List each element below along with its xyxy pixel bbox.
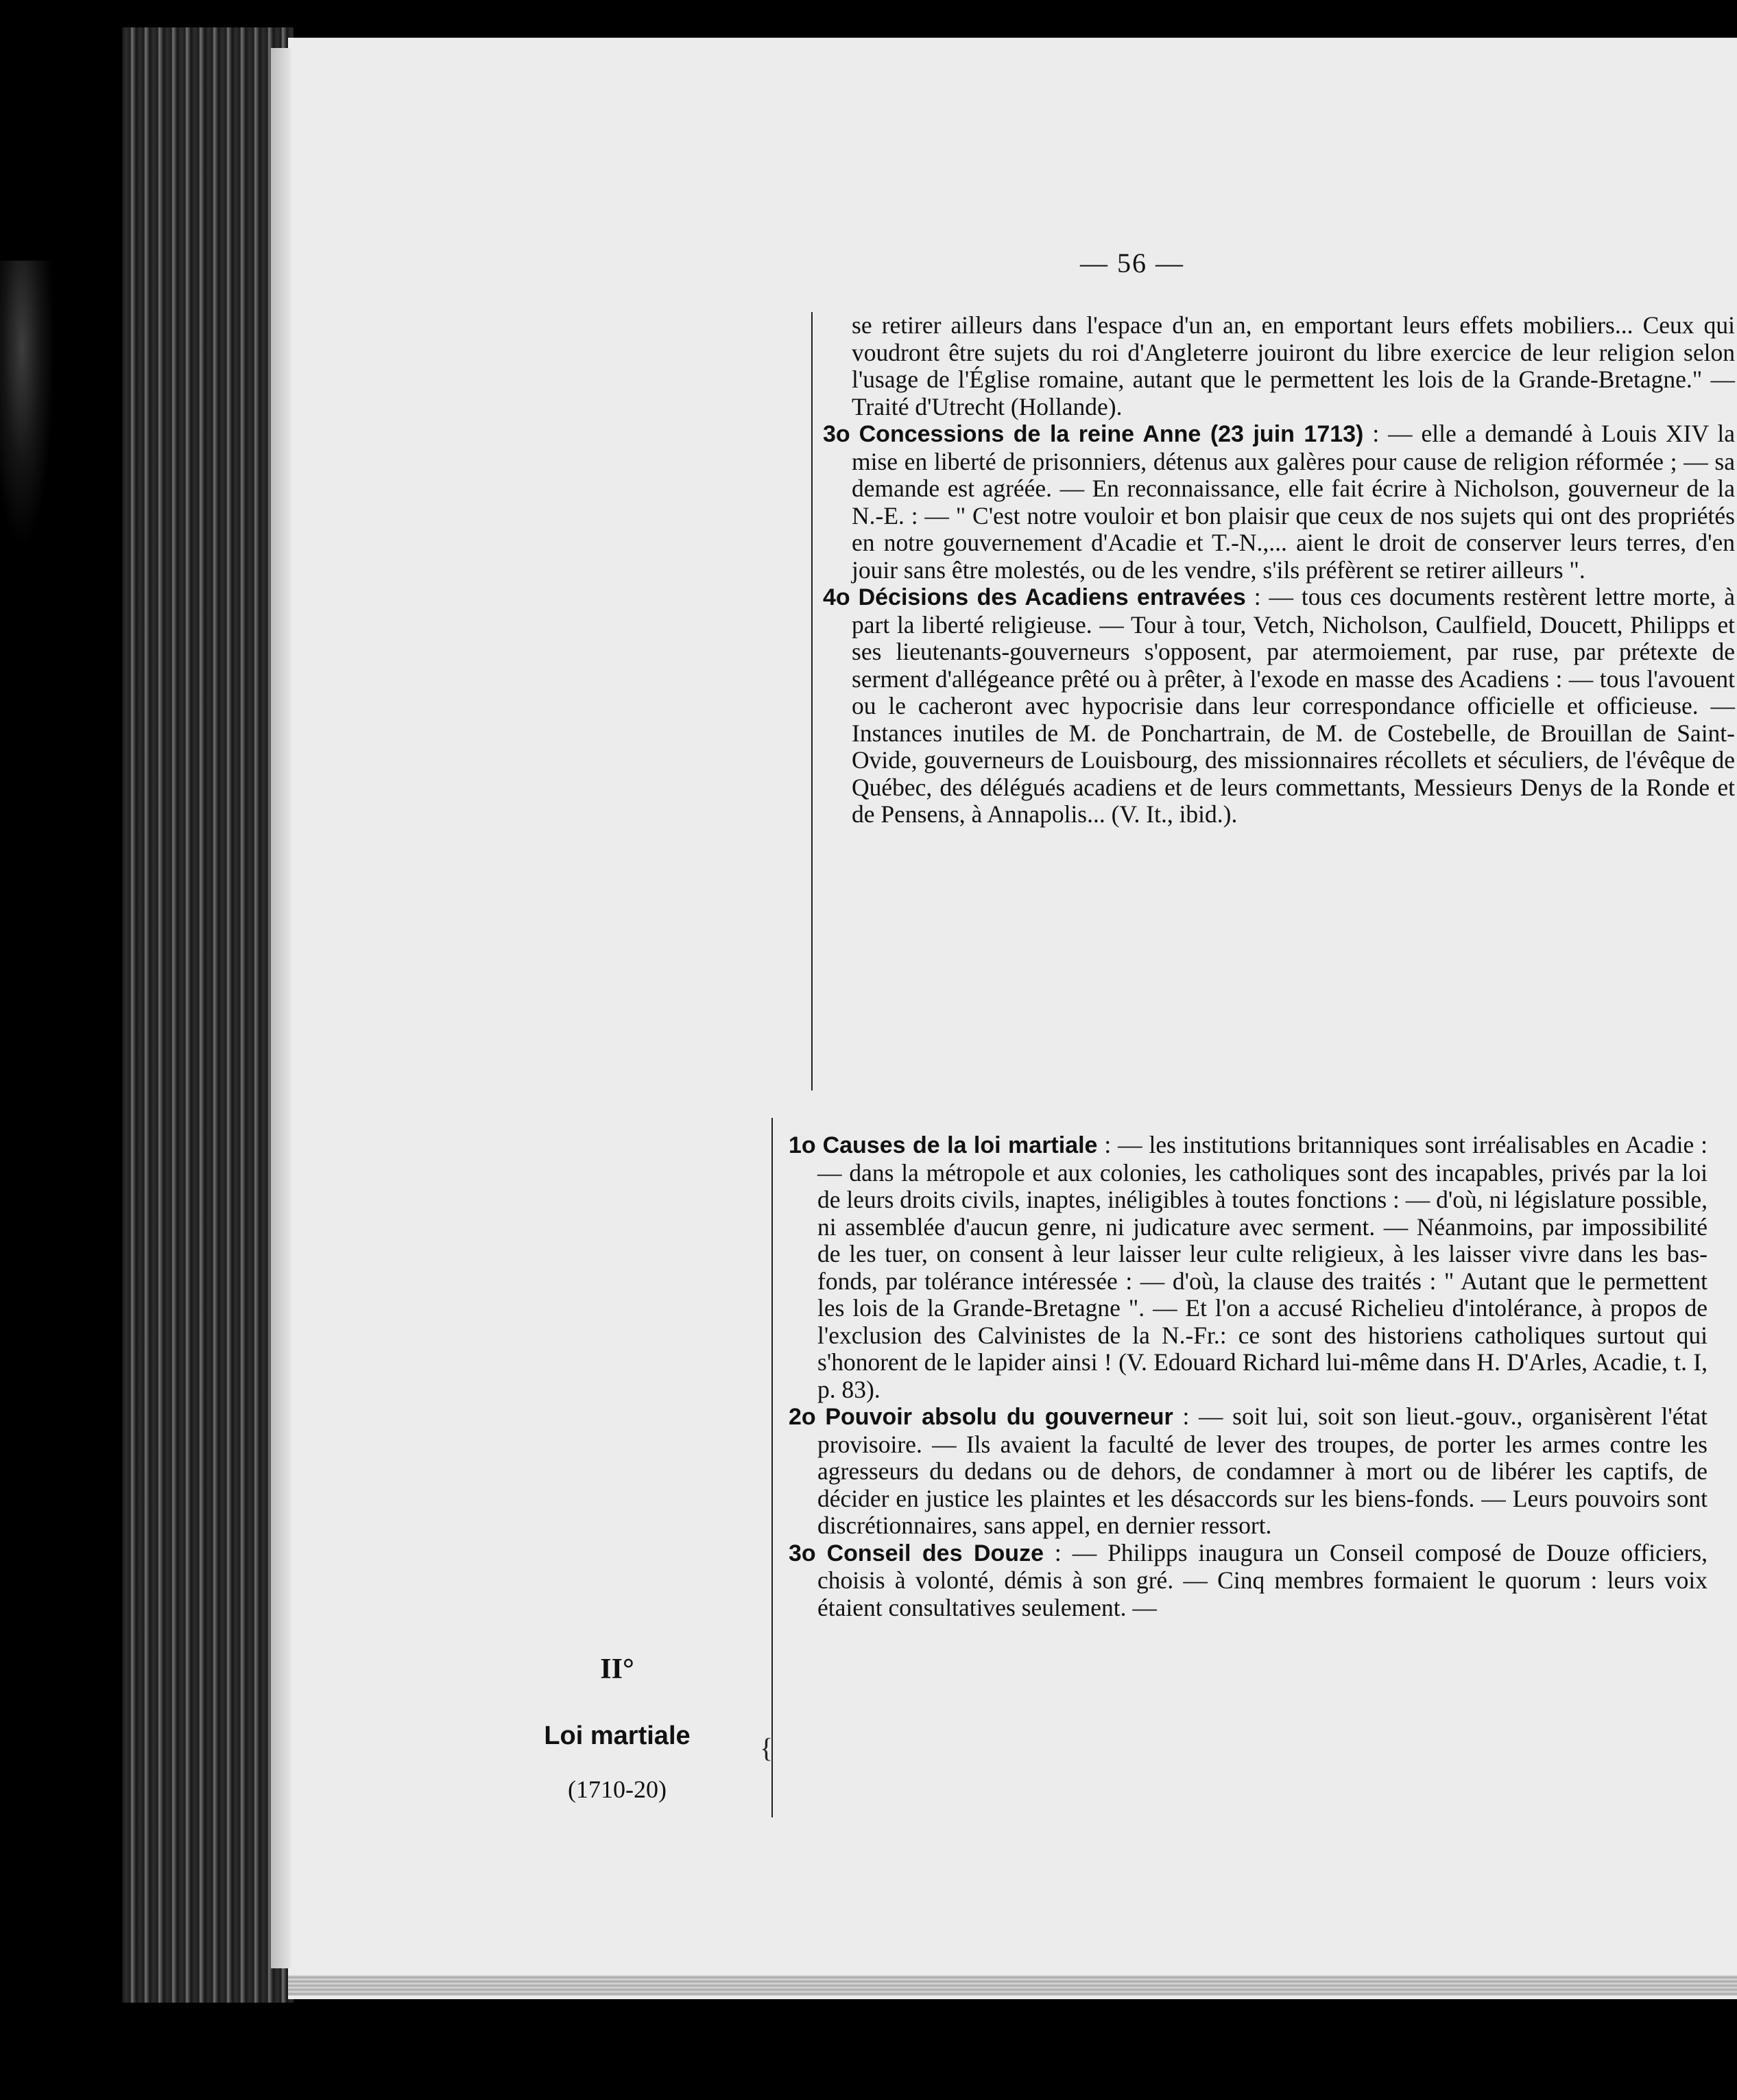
item-1o: 1o Causes de la loi martiale : — les institutions britanniques sont irréalisables en Acadie : — dans la métropole et aux colonies, les catholiques sont des incapables, privés par la loi de leurs droits civils, inaptes, inéligibles à toutes fonctions : — d'où, ni législature possible, ni assemblée d'aucun genre, ni judicature avec serment. — Néanmoins, par impossibilité de les tuer, on consent à leur laisser leur culte religieux, à les laisser vivre dans les bas-fonds, par tolérance intéressée : — d'où, la clause des traités : " Autant que le permettent les lois de la Grande-Bretagne ". — Et l'on a accusé Richelieu d'intolérance, à propos de l'exclusion des Calvinistes de la N.-Fr.: ce sont des historiens catholiques surtout qui s'honorent de le lapider ainsi ! (V. Edouard Richard lui-même dans H. D'Arles, Acadie, t. I, p. 83). [789, 1131, 1708, 1403]
item-heading: Pouvoir absolu du gouverneur [825, 1404, 1173, 1430]
page-gutter [271, 48, 291, 1968]
item-heading: Concessions de la reine Anne (23 juin 1713) [859, 421, 1364, 447]
page-bottom-edge [288, 1975, 1737, 1996]
continuation-paragraph: se retirer ailleurs dans l'espace d'un an, en emportant leurs effets mobiliers... Ceux qui voudront être sujets du roi d'Angleterre jouiront du libre exercice de leur religion selon l'usage de l'Église romaine, autant que le permettent les lois de la Grande-Bretagne." — Traité d'Utrecht (Hollande). [852, 311, 1735, 420]
section-b [789, 1132, 1708, 1621]
item-text: : — les institutions britanniques sont irréalisables en Acadie : — dans la métropole et aux colonies, les catholiques sont des incapables, privés par la loi de leurs droits civils, inaptes, inéligibles à toutes fonctions : — d'où, ni législature possible, ni assemblée d'aucun genre, ni judicature avec serment. — Néanmoins, par impossibilité de les tuer, on consent à leur laisser leur culte religieux, à les laisser vivre dans les bas-fonds, par tolérance intéressée : — d'où, la clause des traités : " Autant que le permettent les lois de la Grande-Bretagne ". — Et l'on a accusé Richelieu d'intolérance, à propos de l'exclusion des Calvinistes de la N.-Fr.: ce sont des historiens catholiques surtout qui s'honorent de le lapider ainsi ! (V. Edouard Richard lui-même dans H. D'Arles, Acadie, t. I, p. 83). [817, 1131, 1708, 1403]
section-title: Loi martiale [544, 1721, 691, 1750]
section-a [823, 312, 1735, 828]
side-dates [501, 1775, 734, 1804]
item-3o: 3o Conseil des Douze : — Philipps inaugura un Conseil composé de Douze officiers, choisis à volonté, démis à son gré. — Cinq membres formaient le quorum : leurs voix étaient consultatives seulement. — [789, 1538, 1708, 1621]
section-dates: (1710-20) [568, 1776, 667, 1803]
brace-tip: { [760, 1732, 774, 1763]
item-3o: 3o Concessions de la reine Anne (23 juin 1713) : — elle a demandé à Louis XIV la mise en liberté de prisonniers, détenus aux galères pour cause de religion réformée ; — sa demande est agréée. — En reconnaissance, elle fait écrire à Nicholson, gouverneur de la N.-E. : — " C'est notre vouloir et bon plaisir que ceux de nos sujets qui ont des propriétés en notre gouvernement d'Acadie et T.-N.,... aient le droit de conserver leurs terres, d'en jouir sans être molestés, ou de les vendre, s'ils préfèrent se retirer ailleurs ". [823, 420, 1735, 584]
section-number: II° [600, 1654, 634, 1685]
item-heading: Conseil des Douze [826, 1540, 1044, 1566]
item-heading: Causes de la loi martiale [822, 1132, 1098, 1158]
item-text: : — tous ces documents restèrent lettre morte, à part la liberté religieuse. — Tour à tour, Vetch, Nicholson, Caulfield, Doucett, Philipps et ses lieutenants-gouverneurs s'opposent, par atermoiement, par ruse, par prétexte de serment d'allégeance prêté ou à prêter, à l'exode en masse des Acadiens : — tous l'avouent ou le cacheront avec hypocrisie dans leur correspondance officielle et officieuse. — Instances inutiles de M. de Ponchartrain, de M. de Costebelle, de Brouillan de Saint-Ovide, gouverneurs de Louisbourg, des missionnaires récollets et séculiers, de l'évêque de Québec, des délégués acadiens et de leurs commettants, Messieurs Denys de la Ronde et de Pensens, à Annapolis... (V. It., ibid.). [852, 583, 1735, 828]
section-rule [811, 312, 813, 1090]
section-brace [771, 1118, 787, 1817]
item-text: : — elle a demandé à Louis XIV la mise en liberté de prisonniers, détenus aux galères pour cause de religion réformée ; — sa demande est agréée. — En reconnaissance, elle fait écrire à Nicholson, gouverneur de la N.-E. : — " C'est notre vouloir et bon plaisir que ceux de nos sujets qui ont des propriétés en notre gouvernement d'Acadie et T.-N.,... aient le droit de conserver leurs terres, d'en jouir sans être molestés, ou de les vendre, s'ils préfèrent se retirer ailleurs ". [852, 420, 1735, 584]
scan-edge [0, 261, 55, 549]
book-spine [122, 27, 294, 2003]
page-number: — 56 — [1080, 248, 1184, 278]
item-heading: Décisions des Acadiens entravées [858, 584, 1246, 610]
item-text: : — soit lui, soit son lieut.-gouv., organisèrent l'état provisoire. — Ils avaient la faculté de lever des troupes, de porter les armes contre les agresseurs du dedans ou de dehors, de condamner à mort ou de libérer les captifs, de décider en justice les plaintes et les désaccords sur les biens-fonds. — Leurs pouvoirs sont discrétionnaires, sans appel, en dernier ressort. [817, 1403, 1708, 1539]
item-2o: 2o Pouvoir absolu du gouverneur : — soit lui, soit son lieut.-gouv., organisèrent l'état provisoire. — Ils avaient la faculté de lever des troupes, de porter les armes contre les agresseurs du dedans ou de dehors, de condamner à mort ou de libérer les captifs, de décider en justice les plaintes et les désaccords sur les biens-fonds. — Leurs pouvoirs sont discrétionnaires, sans appel, en dernier ressort. [789, 1403, 1708, 1539]
item-text: : — Philipps inaugura un Conseil composé de Douze officiers, choisis à volonté, démis à son gré. — Cinq membres formaient le quorum : leurs voix étaient consultatives seulement. — [817, 1538, 1708, 1621]
side-title [501, 1721, 734, 1751]
side-heading [501, 1653, 734, 1686]
item-4o: 4o Décisions des Acadiens entravées : — tous ces documents restèrent lettre morte, à part la liberté religieuse. — Tour à tour, Vetch, Nicholson, Caulfield, Doucett, Philipps et ses lieutenants-gouverneurs s'opposent, par atermoiement, par ruse, par prétexte de serment d'allégeance prêté ou à prêter, à l'exode en masse des Acadiens : — tous l'avouent ou le cacheront avec hypocrisie dans leur correspondance officielle et officieuse. — Instances inutiles de M. de Ponchartrain, de M. de Costebelle, de Brouillan de Saint-Ovide, gouverneurs de Louisbourg, des missionnaires récollets et séculiers, de l'évêque de Québec, des délégués acadiens et de leurs commettants, Messieurs Denys de la Ronde et de Pensens, à Annapolis... (V. It., ibid.). [823, 583, 1735, 828]
